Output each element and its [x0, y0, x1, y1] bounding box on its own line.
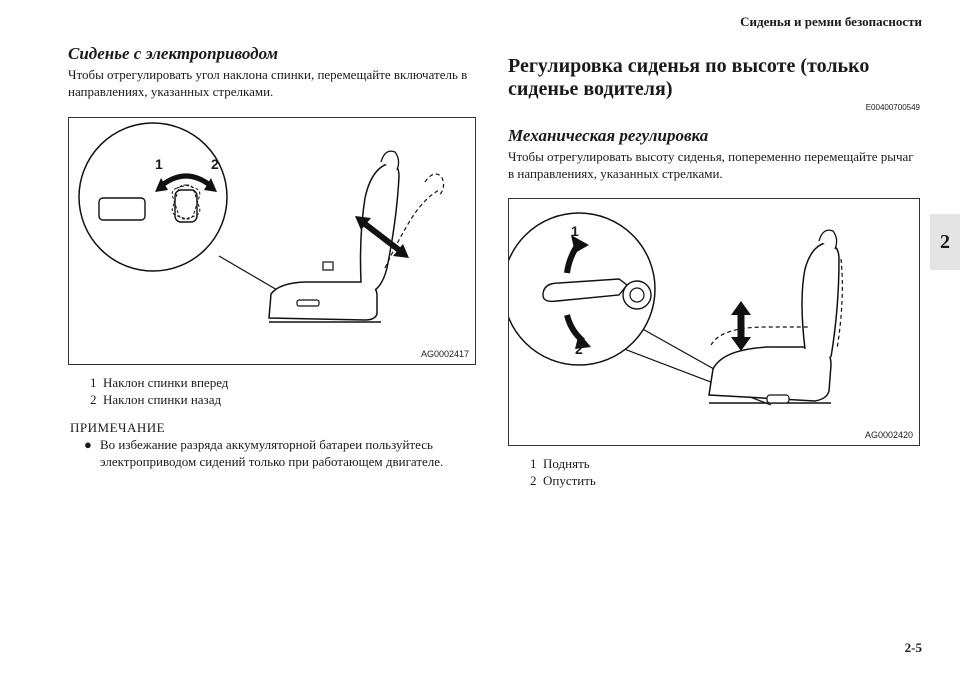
callout-2: 2	[211, 156, 219, 172]
bullet-icon: ●	[84, 437, 92, 452]
power-seat-heading: Сиденье с электроприводом	[68, 44, 279, 63]
seat-height-figure	[508, 198, 920, 446]
legend-item: 2 Наклон спинки назад	[90, 392, 222, 407]
figure-code: AG0002417	[420, 349, 469, 359]
callout-2: 2	[575, 341, 583, 357]
manual-adjust-heading: Механическая регулировка	[508, 126, 709, 145]
power-seat-legend	[90, 374, 478, 408]
figure-code: AG0002420	[864, 430, 913, 440]
power-seat-illustration	[69, 118, 477, 366]
note-item	[68, 436, 478, 470]
note-title: ПРИМЕЧАНИЕ	[70, 420, 166, 435]
right-column	[508, 44, 920, 489]
callout-1: 1	[155, 156, 163, 172]
section-code: E00400700549	[865, 103, 920, 112]
power-seat-figure	[68, 117, 476, 365]
running-header: Сиденья и ремни безопасности	[740, 14, 922, 29]
chapter-tab: 2	[930, 214, 960, 270]
legend-item: 2 Опустить	[530, 473, 596, 488]
legend-item: 1 Поднять	[530, 456, 590, 471]
callout-1: 1	[571, 223, 579, 239]
page-number: 2-5	[904, 640, 922, 655]
seat-height-section-title: Регулировка сиденья по высоте (только сиденье водителя)	[508, 55, 870, 100]
left-column	[68, 44, 478, 470]
manual-adjust-instructions: Чтобы отрегулировать высоту сиденья, попеременно перемещайте рычаг в направлениях, указанных стрелками.	[508, 149, 914, 181]
power-seat-instructions: Чтобы отрегулировать угол наклона спинки, перемещайте включатель в направлениях, указанных стрелками.	[68, 67, 468, 99]
note-text: Во избежание разряда аккумуляторной батареи пользуйтесь электроприводом сидений только при работающем двигателе.	[100, 437, 444, 469]
seat-height-legend	[530, 455, 920, 489]
legend-item: 1 Наклон спинки вперед	[90, 375, 229, 390]
